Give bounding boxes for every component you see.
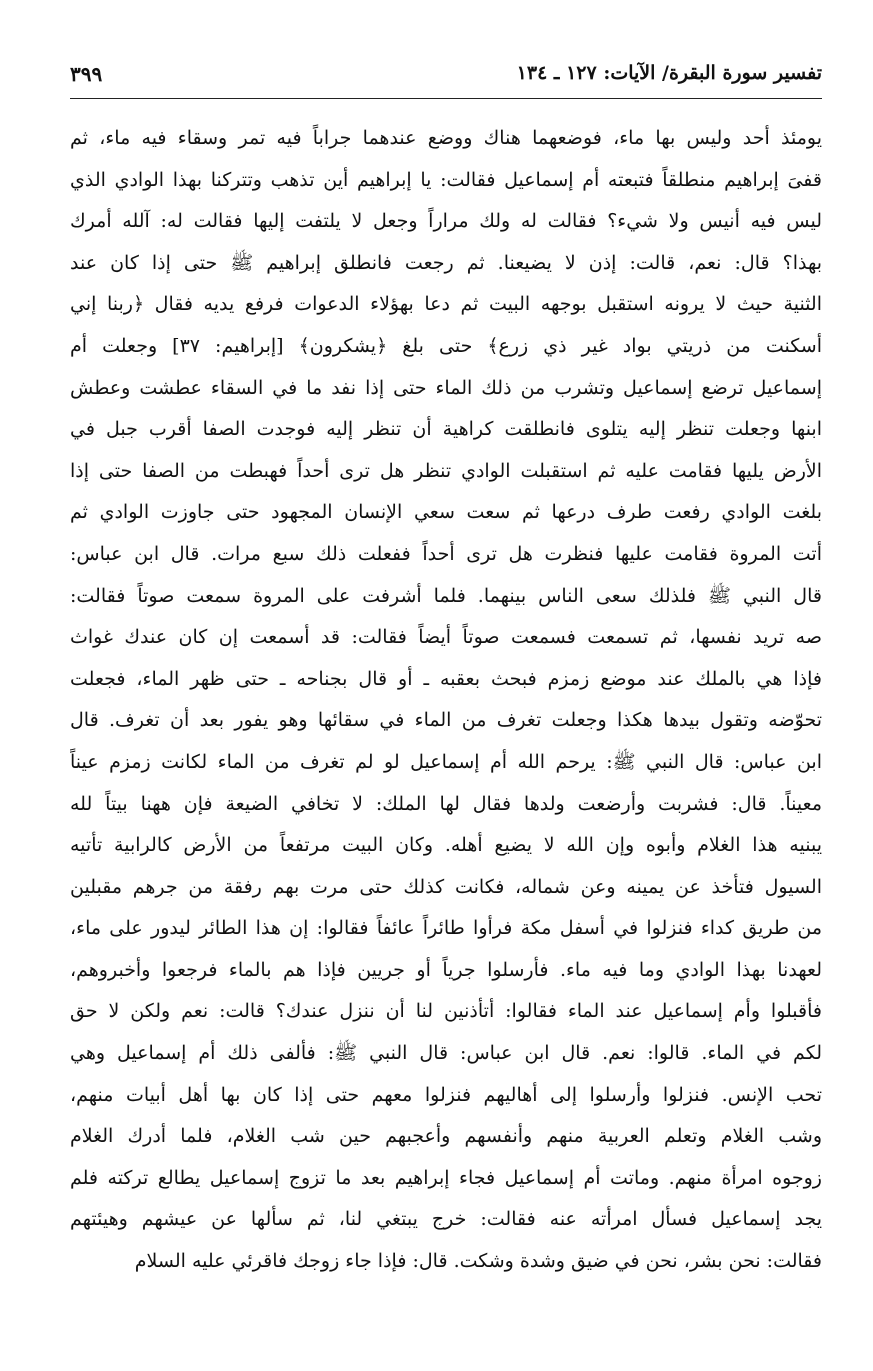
text-line: يبنيه هذا الغلام وأبوه وإن الله لا يضيع أهله. وكان البيت مرتفعاً من الأرض كالرابية تأتيه (70, 834, 822, 857)
text-line: صه تريد نفسها، ثم تسمعت فسمعت صوتاً أيضاً فقالت: قد أسمعت إن كان عندك غواث (70, 626, 822, 649)
text-line: يومئذ أحد وليس بها ماء، فوضعهما هناك ووضع عندهما جراباً فيه تمر وسقاء فيه ماء، ثم (70, 127, 822, 149)
text-line: إسماعيل ترضع إسماعيل وتشرب من ذلك الماء حتى إذا نفد ما في السقاء عطشت وعطش (70, 376, 822, 399)
text-line: من طريق كداء فنزلوا في أسفل مكة فرأوا طائراً عائفاً فقالوا: إن هذا الطائر ليدور على ماء، (70, 917, 822, 940)
text-line: الأرض يليها فقامت عليه ثم استقبلت الوادي تنظر هل ترى أحداً فهبطت من الصفا حتى إذا (70, 459, 822, 482)
header-divider (70, 98, 822, 99)
text-line: قال النبي ﷺ فلذلك سعى الناس بينهما. فلما أشرفت على المروة سمعت صوتاً فقالت: (70, 584, 822, 607)
text-line: أتت المروة فقامت عليها فنظرت هل ترى أحداً ففعلت ذلك سبع مرات. قال ابن عباس: (70, 542, 822, 565)
text-line: الثنية حيث لا يرونه استقبل بوجهه البيت ثم دعا بهؤلاء الدعوات فرفع يديه فقال ﴿ربنا إني (70, 293, 822, 316)
text-line: قفىَ إبراهيم منطلقاً فتبعته أم إسماعيل فقالت: يا إبراهيم أين تذهب وتتركنا بهذا الوادي الذي (70, 168, 822, 191)
text-line: لعهدنا بهذا الوادي وما فيه ماء. فأرسلوا جرياً أو جريين فإذا هم بالماء فرجعوا وأخبروهم، (70, 958, 822, 981)
running-header (70, 58, 822, 98)
text-line: وشب الغلام وتعلم العربية منهم وأنفسهم وأعجبهم حين شب الغلام، فلما أدرك الغلام (70, 1125, 822, 1148)
body-text (70, 118, 822, 1283)
text-line: ابنها وجعلت تنظر إليه يتلوى فانطلقت كراهية أن تنظر إليه فوجدت الصفا أقرب جبل في (70, 418, 822, 441)
text-line: زوجوه امرأة منهم. وماتت أم إسماعيل فجاء إبراهيم بعد ما تزوج إسماعيل يطالع تركته فلم (70, 1166, 822, 1189)
text-line: بهذا؟ قال: نعم، قالت: إذن لا يضيعنا. ثم رجعت فانطلق إبراهيم ﷺ حتى إذا كان عند (70, 251, 822, 274)
text-line: أسكنت من ذريتي بواد غير ذي زرع﴾ حتى بلغ ﴿يشكرون﴾ [إبراهيم: ٣٧] وجعلت أم (70, 334, 822, 357)
text-line: لكم في الماء. قالوا: نعم. قال ابن عباس: قال النبي ﷺ: فألفى ذلك أم إسماعيل وهي (70, 1042, 822, 1065)
text-line: يجد إسماعيل فسأل امرأته عنه فقالت: خرج يبتغي لنا، ثم سألها عن عيشهم وهيئتهم (70, 1208, 822, 1231)
text-line: فأقبلوا وأم إسماعيل عند الماء فقالوا: أتأذنين لنا أن ننزل عندك؟ قالت: نعم ولكن لا حق (70, 1000, 822, 1023)
text-line: السيول فتأخذ عن يمينه وعن شماله، فكانت كذلك حتى مرت بهم رفقة من جرهم مقبلين (70, 875, 822, 898)
text-line: فقالت: نحن بشر، نحن في ضيق وشدة وشكت. قال: فإذا جاء زوجك فاقرئي عليه السلام (134, 1250, 822, 1273)
text-line: تحوّضه وتقول بيدها هكذا وجعلت تغرف من الماء في سقائها وهو يفور بعد أن تغرف. قال (70, 709, 822, 732)
text-line: ليس فيه أنيس ولا شيء؟ فقالت له ولك مراراً وجعل لا يلتفت إليها فقالت له: آلله أمرك (70, 210, 822, 233)
page-number: ٣٩٩ (70, 62, 103, 86)
text-line: بلغت الوادي رفعت طرف درعها ثم سعت سعي الإنسان المجهود حتى جاوزت الوادي ثم (70, 501, 822, 524)
text-line: فإذا هي بالملك عند موضع زمزم فبحث بعقبه ـ أو قال بجناحه ـ حتى ظهر الماء، فجعلت (70, 667, 822, 690)
text-line: تحب الإنس. فنزلوا وأرسلوا إلى أهاليهم فنزلوا معهم حتى إذا كان بها أهل أبيات منهم، (70, 1083, 822, 1106)
text-line: معيناً. قال: فشربت وأرضعت ولدها فقال لها الملك: لا تخافي الضيعة فإن ههنا بيتاً لله (70, 792, 822, 815)
header-title: تفسير سورة البقرة/ الآيات: ١٢٧ ـ ١٣٤ (516, 62, 822, 84)
text-line: ابن عباس: قال النبي ﷺ: يرحم الله أم إسماعيل لو لم تغرف من الماء لكانت زمزم عيناً (70, 750, 822, 773)
